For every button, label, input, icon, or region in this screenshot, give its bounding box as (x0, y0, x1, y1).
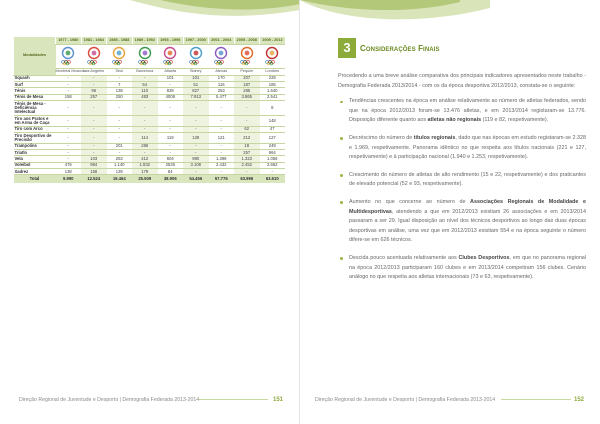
page-number: 152 (573, 397, 584, 403)
olympic-logo-icon (137, 46, 153, 66)
chapter-number: 3 (338, 38, 356, 58)
table-row (14, 132, 286, 143)
period-header: 1977 - 1980 (56, 37, 82, 44)
table-cell: - (107, 115, 133, 126)
list-item-text: (119 e 82, respetivamente). (481, 117, 549, 124)
period-header: 1981 - 1984 (81, 37, 107, 44)
host-city-cell (183, 68, 209, 75)
chapter-heading (338, 38, 440, 58)
table-cell: - (158, 126, 184, 132)
table-cell: - (209, 149, 235, 155)
table-cell: 62 (234, 126, 260, 132)
table-cell: 1.140 (107, 162, 133, 168)
olympic-logo-icon (264, 46, 280, 66)
table-cell: - (81, 149, 107, 155)
table-cell: - (56, 115, 82, 126)
total-cell: 57.776 (209, 175, 235, 183)
table-cell: 158 (56, 94, 82, 100)
table-cell: - (81, 75, 107, 81)
table-cell: 18 (234, 143, 260, 149)
table-cell: - (56, 126, 82, 132)
total-cell: 38.906 (158, 175, 184, 183)
olympic-logo-icon (213, 46, 229, 66)
table-cell: - (234, 101, 260, 116)
olympic-logo-icon (86, 46, 102, 66)
table-cell: - (107, 132, 133, 143)
list-item (338, 198, 586, 246)
list-item-text: , dado que nas épocas em estudo registaram-se 2.328 e 1.969, respetivamente. Panorama idêntico no que respeita aos títulos nacionais (221 e 127, respetivamente) e à participação nacional (1.940 e 1.253, respetivamente). (349, 134, 587, 161)
table-cell: 110 (132, 88, 158, 94)
olympic-logo-cell (260, 44, 286, 68)
sport-name: Surf (14, 81, 56, 87)
total-cell: 63.996 (234, 175, 260, 183)
decorative-swoosh-icon (0, 0, 300, 34)
list-item (338, 97, 586, 126)
table-cell: 828 (158, 88, 184, 94)
olympic-logo-cell (56, 44, 82, 68)
olympic-logo-icon (111, 46, 127, 66)
table-cell: 257 (81, 94, 107, 100)
table-cell: - (183, 101, 209, 116)
table-cell: 179 (132, 169, 158, 175)
table-cell: 250 (107, 94, 133, 100)
list-item-highlight: Clubes Desportivos (458, 254, 510, 261)
table-cell: 101 (183, 75, 209, 81)
table-cell: - (158, 143, 184, 149)
table-cell: - (56, 101, 82, 116)
table-cell: - (158, 115, 184, 126)
table-cell: - (132, 115, 158, 126)
table-cell: - (158, 81, 184, 87)
table-cell: - (183, 143, 209, 149)
table-cell: 1.832 (132, 162, 158, 168)
olympic-logo-cell (132, 44, 158, 68)
table-cell: - (107, 149, 133, 155)
table-cell: - (234, 169, 260, 175)
footer-rule (198, 399, 268, 400)
table-cell: 476 (56, 162, 82, 168)
sport-name: Triatlo (14, 149, 56, 155)
conclusions-list (338, 97, 586, 283)
table-cell: - (209, 126, 235, 132)
list-item-highlight: Associações Regionais de Modalidade e Multidesportivas (349, 198, 587, 215)
row-header: Modalidades (14, 37, 56, 75)
table-cell: 1.056 (260, 156, 286, 162)
sport-name: Ténis (14, 88, 56, 94)
olympic-logo-icon (162, 46, 178, 66)
table-cell: - (183, 115, 209, 126)
sports-table (13, 37, 285, 183)
host-city: Moscovo (71, 68, 87, 73)
sport-name: Tiro Desportivo de Precisão (14, 132, 56, 143)
list-item-text: Descida pouco acentuada relativamente aos (349, 254, 459, 261)
table-cell: - (81, 81, 107, 87)
table-cell: - (56, 88, 82, 94)
table-cell: 2.452 (234, 162, 260, 168)
table-cell: 286 (132, 143, 158, 149)
sport-name: Xadrez (14, 169, 56, 175)
table-cell: - (81, 143, 107, 149)
table-cell: 229 (260, 75, 286, 81)
table-cell: - (209, 115, 235, 126)
table-cell: - (158, 101, 184, 116)
table-cell: 103 (81, 156, 107, 162)
list-item-text: , em que no panorama regional na época 2012/2013 participaram 160 clubes e em 2013/2014 competiram 156 clubes. Cenário análogo no que respeita aos atletas internacionais (73 e 63, respetivamente). (349, 254, 587, 281)
table-cell: - (56, 81, 82, 87)
sport-name: Ténis de Mesa - Deficiência Intelectual (14, 101, 56, 116)
table-row (14, 101, 286, 116)
table-cell: 212 (234, 132, 260, 143)
table-cell: 964 (260, 149, 286, 155)
table-cell: 54 (132, 81, 158, 87)
list-item-highlight: títulos regionais (413, 134, 456, 141)
table-cell: 116 (209, 81, 235, 87)
table-cell: 185 (260, 81, 286, 87)
total-cell: 25.509 (132, 175, 158, 183)
table-cell: - (56, 132, 82, 143)
table-cell: 2.541 (260, 94, 286, 100)
table-cell: - (183, 126, 209, 132)
table-cell: - (107, 126, 133, 132)
table-cell: - (234, 115, 260, 126)
host-city-cell (81, 68, 107, 75)
period-header: 1997 - 2000 (183, 37, 209, 44)
table-cell: - (56, 149, 82, 155)
table-row (14, 115, 286, 126)
table-cell: - (107, 101, 133, 116)
table-cell: 253 (107, 156, 133, 162)
table-cell: - (209, 169, 235, 175)
table-cell: - (81, 115, 107, 126)
table-cell: 129 (183, 132, 209, 143)
table-cell: 483 (132, 94, 158, 100)
table-cell: 827 (183, 88, 209, 94)
host-city: Atenas (215, 68, 228, 73)
sport-name: Tiro com Arco (14, 126, 56, 132)
total-row (14, 175, 286, 183)
total-cell: 63.610 (260, 175, 286, 183)
table-cell: 285 (234, 88, 260, 94)
host-city: Montreal (55, 68, 71, 73)
host-city: Seul (115, 68, 124, 73)
total-cell: 9.990 (56, 175, 82, 183)
table-cell: - (158, 149, 184, 155)
table-cell: 3.108 (183, 162, 209, 168)
table-cell: - (132, 101, 158, 116)
sport-name: Ténis de Mesa (14, 94, 56, 100)
table-cell: 114 (132, 132, 158, 143)
host-city-cell (260, 68, 286, 75)
olympic-logo-cell (158, 44, 184, 68)
table-cell: - (209, 101, 235, 116)
host-city-cell (234, 68, 260, 75)
sport-name: Tiro aos Pratos e em Arma de Caça (14, 115, 56, 126)
olympic-logo-cell (209, 44, 235, 68)
host-city-cell (158, 68, 184, 75)
period-header: 2001 - 2004 (209, 37, 235, 44)
period-header: 2009 - 2012 (260, 37, 286, 44)
host-city: Pequim (240, 68, 254, 73)
table-cell: 1.323 (234, 156, 260, 162)
table-cell: 201 (107, 143, 133, 149)
host-city-cell (107, 68, 133, 75)
list-item-text: , atendendo a que em 2012/2013 existiam 26 associações e em 2013/2014 passaram a ser 29. Igual disposição ao nível dos técnicos desportivos ao longo das duas épocas desportivas em análise, uma vez que em 2012/2013 existiam 554 e na época seguinte o número difere-se em 626 técnicos. (349, 208, 586, 244)
table-cell: 2.432 (209, 162, 235, 168)
table-cell: - (183, 149, 209, 155)
table-cell: 7 (107, 81, 133, 87)
table-cell: - (56, 156, 82, 162)
host-city-cell (55, 68, 87, 75)
table-cell: - (260, 169, 286, 175)
page-number: 151 (272, 397, 283, 403)
table-cell: - (56, 75, 82, 81)
olympic-logo-cell (81, 44, 107, 68)
host-city: Londres (265, 68, 280, 73)
table-cell: 119 (158, 132, 184, 143)
table-cell: 148 (260, 115, 286, 126)
period-header-row (14, 37, 286, 44)
table-cell: - (81, 132, 107, 143)
sport-name: Vela (14, 156, 56, 162)
total-cell: 19.464 (107, 175, 133, 183)
table-cell: 3.865 (234, 94, 260, 100)
table-cell: 51 (183, 81, 209, 87)
host-city: Sidney (189, 68, 202, 73)
table-cell: 101 (158, 75, 184, 81)
list-item (338, 171, 586, 190)
table-cell: 412 (132, 156, 158, 162)
host-city: Atlanta (164, 68, 177, 73)
table-cell: 84 (158, 169, 184, 175)
table-cell: - (81, 101, 107, 116)
host-city-cell (209, 68, 235, 75)
conclusions-text (338, 72, 586, 291)
table-cell: 138 (107, 88, 133, 94)
table-cell: - (132, 75, 158, 81)
table-cell: 253 (209, 88, 235, 94)
olympic-logo-cell (234, 44, 260, 68)
table-cell: 1.640 (260, 88, 286, 94)
footer-text: Direção Regional de Juventude e Desporto | Demografia Federada 2013-2014 (315, 397, 496, 403)
table-cell: 2.662 (260, 162, 286, 168)
sport-name: Squash (14, 75, 56, 81)
host-city: Barcelona (136, 68, 154, 73)
table-cell: - (183, 169, 209, 175)
host-city-cell (132, 68, 158, 75)
table-cell: 170 (209, 75, 235, 81)
table-cell: - (132, 149, 158, 155)
period-header: 1993 - 1996 (158, 37, 184, 44)
table-cell: 5.477 (209, 94, 235, 100)
table-cell: - (81, 126, 107, 132)
total-cell: 12.524 (81, 175, 107, 183)
list-item-text: Tendências crescentes na época em análise relativamente ao número de atletas federados, sendo que na época 2012/2013 foram-se 13.476 atletas, e em 2013/2014 registaram-se 13.776. Disposição diferente quanto aos (349, 98, 586, 124)
table-cell: 4008 (158, 94, 184, 100)
table-cell: 984 (81, 162, 107, 168)
table-cell: 138 (56, 169, 82, 175)
table-cell: 187 (234, 81, 260, 87)
sport-name: Trampolins (14, 143, 56, 149)
total-label: Total (14, 175, 56, 183)
sport-name: Voleibol (14, 162, 56, 168)
list-item-text: Crescimento do número de atletas de alto rendimento (15 e 22, respetivamente) e dos praticantes de elevado potencial (52 e 93, respetivamente). (349, 171, 586, 188)
table-cell: 139 (107, 169, 133, 175)
footer-text: Direção Regional de Juventude e Desporto | Demografia Federada 2013-2014 (19, 397, 200, 403)
table-cell: 2535 (158, 162, 184, 168)
host-city: Los Angeles (83, 68, 105, 73)
table-cell: 127 (260, 132, 286, 143)
list-item (338, 254, 586, 283)
table-cell: 8 (260, 101, 286, 116)
chapter-title: Considerações Finais (360, 43, 440, 53)
olympic-logo-icon (60, 46, 76, 66)
total-cell: 54.456 (183, 175, 209, 183)
table-cell: 47 (260, 126, 286, 132)
period-header: 1989 - 1992 (132, 37, 158, 44)
table-cell: 158 (81, 169, 107, 175)
olympic-logo-icon (239, 46, 255, 66)
table-cell: 7.913 (183, 94, 209, 100)
table-cell: - (56, 143, 82, 149)
olympic-logo-icon (188, 46, 204, 66)
list-item (338, 134, 586, 163)
table-cell: 604 (158, 156, 184, 162)
footer-rule (501, 399, 571, 400)
table-cell: 96 (81, 88, 107, 94)
decorative-swoosh-icon (300, 0, 600, 34)
olympic-logo-cell (183, 44, 209, 68)
intro-paragraph: Procedendo a uma breve análise comparativa dos principais indicadores apresentados neste trabalho - Demografia Federada 2013/2014 - com os da época desportiva 2012/2013, constata-se o seguinte: (338, 73, 586, 89)
list-item-text: Decréscimo do número de (349, 134, 414, 141)
table-cell: 121 (209, 132, 235, 143)
table-cell: - (132, 126, 158, 132)
table-cell: 980 (183, 156, 209, 162)
list-item-highlight: atletas não regionais (427, 117, 482, 124)
table-cell: 257 (234, 149, 260, 155)
table-cell: - (107, 75, 133, 81)
right-page (300, 0, 600, 424)
period-header: 2005 - 2008 (234, 37, 260, 44)
table-cell: 207 (234, 75, 260, 81)
table-cell: - (209, 143, 235, 149)
olympic-logo-cell (107, 44, 133, 68)
table-cell: 1.398 (209, 156, 235, 162)
list-item-text: Aumento no que concerne ao número de (349, 198, 471, 205)
table-cell: 249 (260, 143, 286, 149)
period-header: 1985 - 1988 (107, 37, 133, 44)
